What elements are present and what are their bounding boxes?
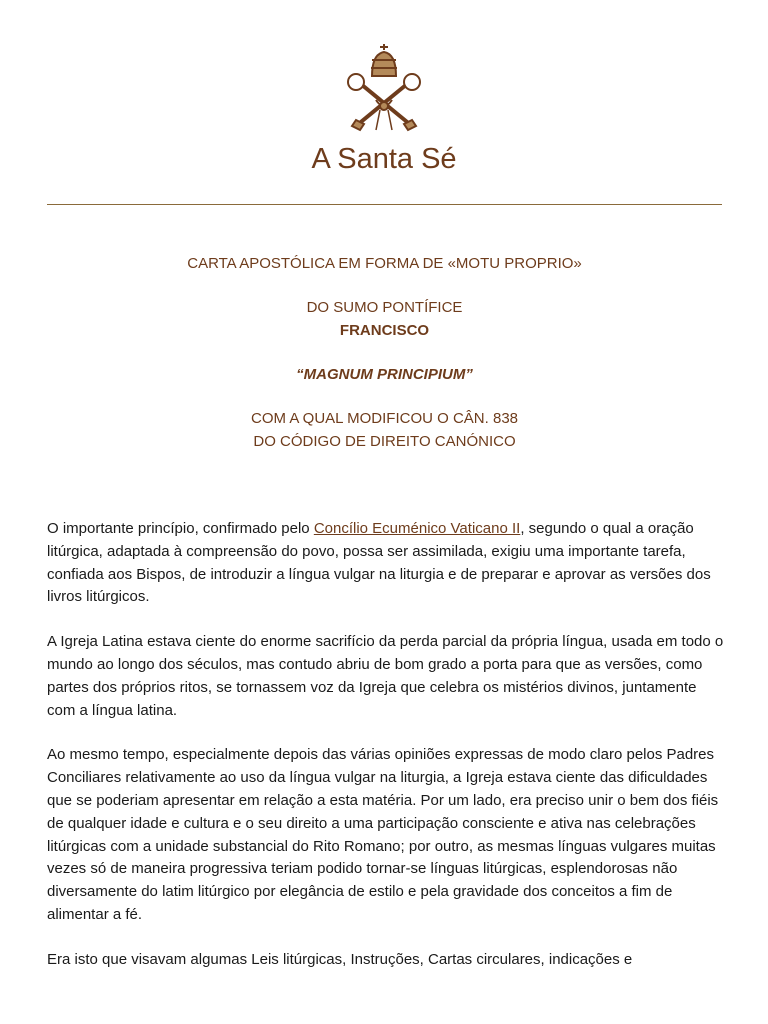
document-author-name: FRANCISCO: [339, 322, 430, 339]
site-title[interactable]: A Santa Sé: [311, 143, 457, 175]
paragraph-1-start: O importante princípio, confirmado pelo: [47, 520, 314, 537]
papal-keys-tiara-icon[interactable]: [342, 40, 426, 134]
document-body: [47, 518, 727, 994]
paragraph-1-end: , segundo o qual a oração litúrgica, adaptada à compreensão do povo, possa ser assimilada, exigiu uma importante tarefa, confiada aos Bispos, de introduzir a língua vulgar na liturgia e de preparar e aprovar as versões dos livros litúrgicos.: [47, 520, 711, 606]
document-author-title: DO SUMO PONTÍFICE: [306, 299, 463, 316]
paragraph-1: [47, 518, 727, 609]
document-subtitle-1: COM A QUAL MODIFICOU O CÂN. 838: [251, 410, 518, 427]
document-type: CARTA APOSTÓLICA EM FORMA DE «MOTU PROPRIO»: [187, 255, 582, 272]
document-title: “MAGNUM PRINCIPIUM”: [296, 366, 473, 383]
header-divider: [47, 204, 722, 205]
site-header: [0, 40, 768, 176]
document-heading: [47, 252, 722, 453]
paragraph-3: Ao mesmo tempo, especialmente depois das várias opiniões expressas de modo claro pelos Padres Conciliares relativamente ao uso da língua vulgar na liturgia, a Igreja estava ciente das dificuldades que se poderiam apresentar em relação a esta matéria. Por um lado, era preciso unir o bem dos fiéis de qualquer idade e cultura e o seu direito a uma participação consciente e ativa nas celebrações litúrgicas com a unidade substancial do Rito Romano; por outro, as mesmas línguas vulgares muitas vezes só de maneira progressiva teriam podido tornar-se línguas litúrgicas, esplendorosas não diversamente do latim litúrgico por elegância de estilo e pela gravidade dos conceitos a fim de alimentar a fé.: [47, 746, 719, 923]
paragraph-4: Era isto que visavam algumas Leis litúrgicas, Instruções, Cartas circulares, indicações e: [47, 950, 633, 968]
paragraph-2: A Igreja Latina estava ciente do enorme sacrifício da perda parcial da própria língua, usada em todo o mundo ao longo dos séculos, mas contudo abriu de bom grado a porta para que as versões, como partes dos próprios ritos, se tornassem voz da Igreja que celebra os mistérios divinos, juntamente com a língua latina.: [47, 633, 724, 719]
vatican-ii-link[interactable]: Concílio Ecuménico Vaticano II: [313, 520, 521, 537]
document-subtitle-2: DO CÓDIGO DE DIREITO CANÓNICO: [253, 433, 516, 450]
